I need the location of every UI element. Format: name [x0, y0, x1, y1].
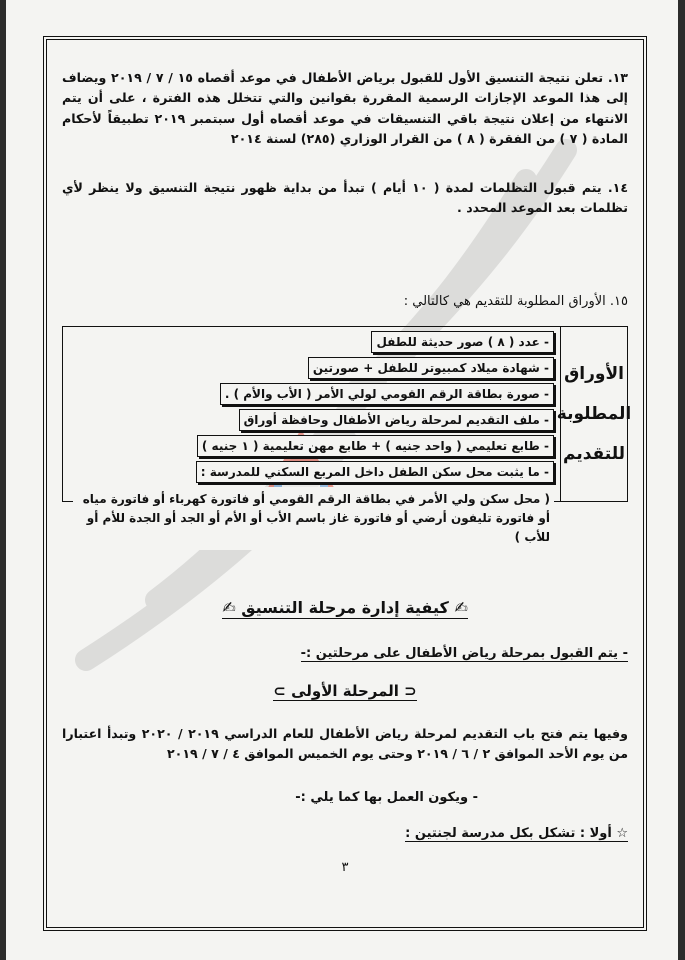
required-documents-table	[62, 326, 632, 544]
stage-title	[62, 682, 628, 700]
stage-title-text: ⊂ المرحلة الأولى ⊃	[273, 682, 417, 700]
paragraph-13: ١٣. تعلن نتيجة التنسيق الأول للقبول برياض الأطفال في موعد أقصاه ١٥ / ٧ / ٢٠١٩ ويضاف إلى هذا الموعد الإجازات الرسمية المقررة بقوانين والتي تتخلل هذه الفترة ، على أن يتم الانتهاء من إعلان نتيجة باقي التنسيقات في موعد أقصاه أول سبتمبر ٢٠١٩ تطبيقاً لأحكام المادة ( ٧ ) من الفقرة ( ٨ ) من القرار الوزاري (٢٨٥) لسنة ٢٠١٤	[62, 70, 628, 147]
document-item: - شهادة ميلاد كمبيوتر للطفل + صورتين	[308, 357, 554, 379]
table-items-cell	[63, 327, 560, 544]
section-heading-text: ✍ كيفية إدارة مرحلة التنسيق ✍	[222, 598, 468, 617]
document-sheet	[6, 0, 678, 960]
table-label-line: الأوراق	[564, 364, 624, 384]
first-point-text: ☆ أولا : تشكل بكل مدرسة لجنتين :	[405, 826, 628, 841]
document-item: - عدد ( ٨ ) صور حديثة للطفل	[371, 331, 554, 353]
document-item: - صورة بطاقة الرقم القومي لولي الأمر ( الأب والأم ) .	[220, 383, 554, 405]
stage-paragraph: وفيها يتم فتح باب التقديم لمرحلة رياض الأطفال للعام الدراسي ٢٠١٩ / ٢٠٢٠ وتبدأ اعتبارا من يوم الأحد الموافق ٢ / ٦ / ٢٠١٩ وحتى يوم الخميس الموافق ٤ / ٧ / ٢٠١٩	[62, 726, 629, 762]
intro-text: - يتم القبول بمرحلة رياض الأطفال على مرحلتين :-	[300, 646, 628, 661]
first-point	[405, 826, 628, 841]
table-label-line: للتقديم	[562, 444, 626, 464]
paragraph-14: ١٤. يتم قبول التظلمات لمدة ( ١٠ أيام ) تبدأ من بداية ظهور نتيجة التنسيق ولا ينظر لأي تظلمات بعد الموعد المحدد .	[62, 180, 629, 216]
document-item: - ما يثبت محل سكن الطفل داخل المربع السكني للمدرسة :	[196, 461, 554, 483]
paragraph-15: ١٥. الأوراق المطلوبة للتقديم هي كالتالي :	[403, 294, 628, 309]
table-label-cell	[556, 327, 632, 501]
intro-line	[301, 646, 628, 661]
document-item: - ملف التقديم لمرحلة رياض الأطفال وحافظة أوراق	[239, 409, 554, 431]
work-line	[62, 790, 628, 805]
document-item: - طابع تعليمي ( واحد جنيه ) + طابع مهن تعليمية ( ١ جنيه )	[197, 435, 554, 457]
work-text: - ويكون العمل بها كما يلي :-	[295, 790, 478, 805]
table-label-line: المطلوبة	[556, 404, 632, 424]
residence-proof-note: ( محل سكن ولي الأمر في بطاقة الرقم القومي أو فاتورة كهرباء أو فاتورة مياه أو فاتورة تليفون أرضي أو فاتورة غاز باسم الأب أو الأم أو الجد أو الجدة للأم أو للأب )	[73, 487, 554, 550]
page-number: ٣	[341, 860, 349, 875]
section-heading	[62, 598, 628, 617]
